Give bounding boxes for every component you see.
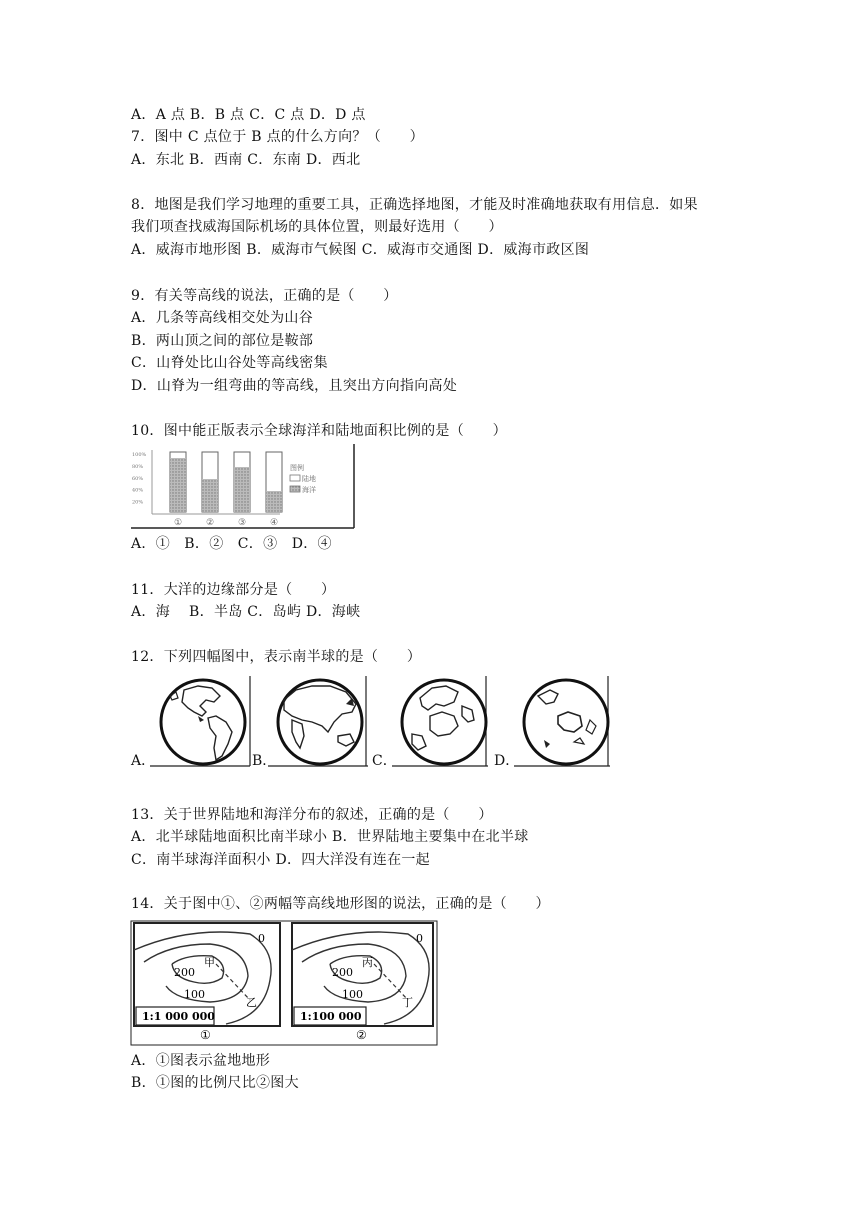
bar-label: ④ bbox=[269, 518, 279, 528]
q9-option-c: C．山脊处比山谷处等高线密集 bbox=[131, 355, 328, 371]
map1-contour-100: 100 bbox=[184, 988, 205, 1001]
map2-contour-200: 200 bbox=[332, 966, 353, 979]
bar-ocean-fill bbox=[234, 467, 250, 512]
map1-caption: ① bbox=[200, 1028, 211, 1042]
map1-contour-0: 0 bbox=[258, 932, 265, 945]
bar-label: ① bbox=[173, 518, 183, 528]
legend-land-swatch bbox=[290, 475, 300, 481]
y-tick-label: 100% bbox=[132, 452, 147, 458]
q11-stem: 11．大洋的边缘部分是（ ） bbox=[131, 582, 336, 598]
y-tick-label: 40% bbox=[132, 487, 144, 494]
bar-label: ③ bbox=[237, 518, 247, 528]
q13-stem: 13．关于世界陆地和海洋分布的叙述，正确的是（ ） bbox=[131, 807, 493, 823]
map2-contour-100: 100 bbox=[342, 988, 363, 1001]
map1-scale: 1:1 000 000 bbox=[142, 1010, 215, 1023]
map2-scale: 1:100 000 bbox=[300, 1010, 362, 1023]
globe-d-image bbox=[514, 676, 616, 768]
y-tick-label: 20% bbox=[132, 499, 144, 506]
globe-b-image bbox=[268, 676, 370, 768]
q8-stem-line1: 8．地图是我们学习地理的重要工具，正确选择地图，才能及时准确地获取有用信息．如果 bbox=[131, 197, 698, 213]
q12-stem: 12．下列四幅图中，表示南半球的是（ ） bbox=[131, 649, 422, 665]
q12-label-b: B． bbox=[252, 753, 277, 769]
q8-options: A．威海市地形图 B．威海市气候图 C．威海市交通图 D．威海市政区图 bbox=[131, 242, 590, 258]
q9-stem: 9．有关等高线的说法，正确的是（ ） bbox=[131, 288, 398, 304]
y-tick-label: 80% bbox=[132, 463, 144, 470]
q13-options-line1: A．北半球陆地面积比南半球小 B．世界陆地主要集中在北半球 bbox=[131, 829, 529, 845]
q9-option-a: A．几条等高线相交处为山谷 bbox=[131, 310, 314, 326]
q12-label-a: A． bbox=[131, 753, 156, 769]
q14-option-a: A．①图表示盆地地形 bbox=[131, 1053, 271, 1069]
q12-label-d: D． bbox=[494, 753, 520, 769]
map1-contour-200: 200 bbox=[174, 966, 195, 979]
q9-option-b: B．两山顶之间的部位是鞍部 bbox=[131, 333, 314, 349]
q10-stem: 10．图中能正版表示全球海洋和陆地面积比例的是（ ） bbox=[131, 423, 507, 439]
map2-caption: ② bbox=[356, 1028, 367, 1042]
legend-ocean-swatch bbox=[290, 486, 300, 492]
globe-c-image bbox=[392, 676, 494, 768]
contour-maps-figure bbox=[130, 920, 438, 1046]
q10-options: A．① B．② C．③ D．④ bbox=[131, 536, 332, 552]
q14-stem: 14．关于图中①、②两幅等高线地形图的说法，正确的是（ ） bbox=[131, 896, 550, 912]
q7-options: A．东北 B．西南 C．东南 D．西北 bbox=[131, 152, 361, 168]
legend-title: 图例 bbox=[290, 464, 304, 472]
legend-land: 陆地 bbox=[302, 475, 316, 483]
map2-point-ding: 丁 bbox=[402, 996, 413, 1009]
q11-options: A．海 B．半岛 C．岛屿 D．海峡 bbox=[131, 604, 361, 620]
bar-ocean-fill bbox=[202, 479, 218, 512]
q6-options: A．A 点 B．B 点 C．C 点 D．D 点 bbox=[131, 107, 366, 123]
bar-ocean-fill bbox=[170, 458, 186, 512]
q8-stem-line2: 我们项查找威海国际机场的具体位置，则最好选用（ ） bbox=[131, 219, 503, 235]
bar-label: ② bbox=[205, 518, 215, 528]
bar-ocean-fill bbox=[266, 491, 282, 512]
q7-stem: 7．图中 C 点位于 B 点的什么方向？（ ） bbox=[131, 129, 424, 145]
legend-ocean: 海洋 bbox=[302, 486, 316, 494]
map2-contour-0: 0 bbox=[416, 932, 423, 945]
q12-label-c: C． bbox=[372, 753, 397, 769]
globe-a-image bbox=[150, 676, 252, 768]
q14-option-b: B．①图的比例尺比②图大 bbox=[131, 1075, 299, 1091]
q9-option-d: D．山脊为一组弯曲的等高线，且突出方向指向高处 bbox=[131, 378, 458, 394]
land-ocean-ratio-chart bbox=[130, 444, 356, 532]
map1-point-yi: 乙 bbox=[246, 996, 257, 1009]
q13-options-line2: C．南半球海洋面积小 D．四大洋没有连在一起 bbox=[131, 852, 430, 868]
map1-point-jia: 甲 bbox=[204, 956, 215, 969]
y-tick-label: 60% bbox=[132, 475, 144, 482]
map2-point-bing: 丙 bbox=[362, 956, 373, 969]
